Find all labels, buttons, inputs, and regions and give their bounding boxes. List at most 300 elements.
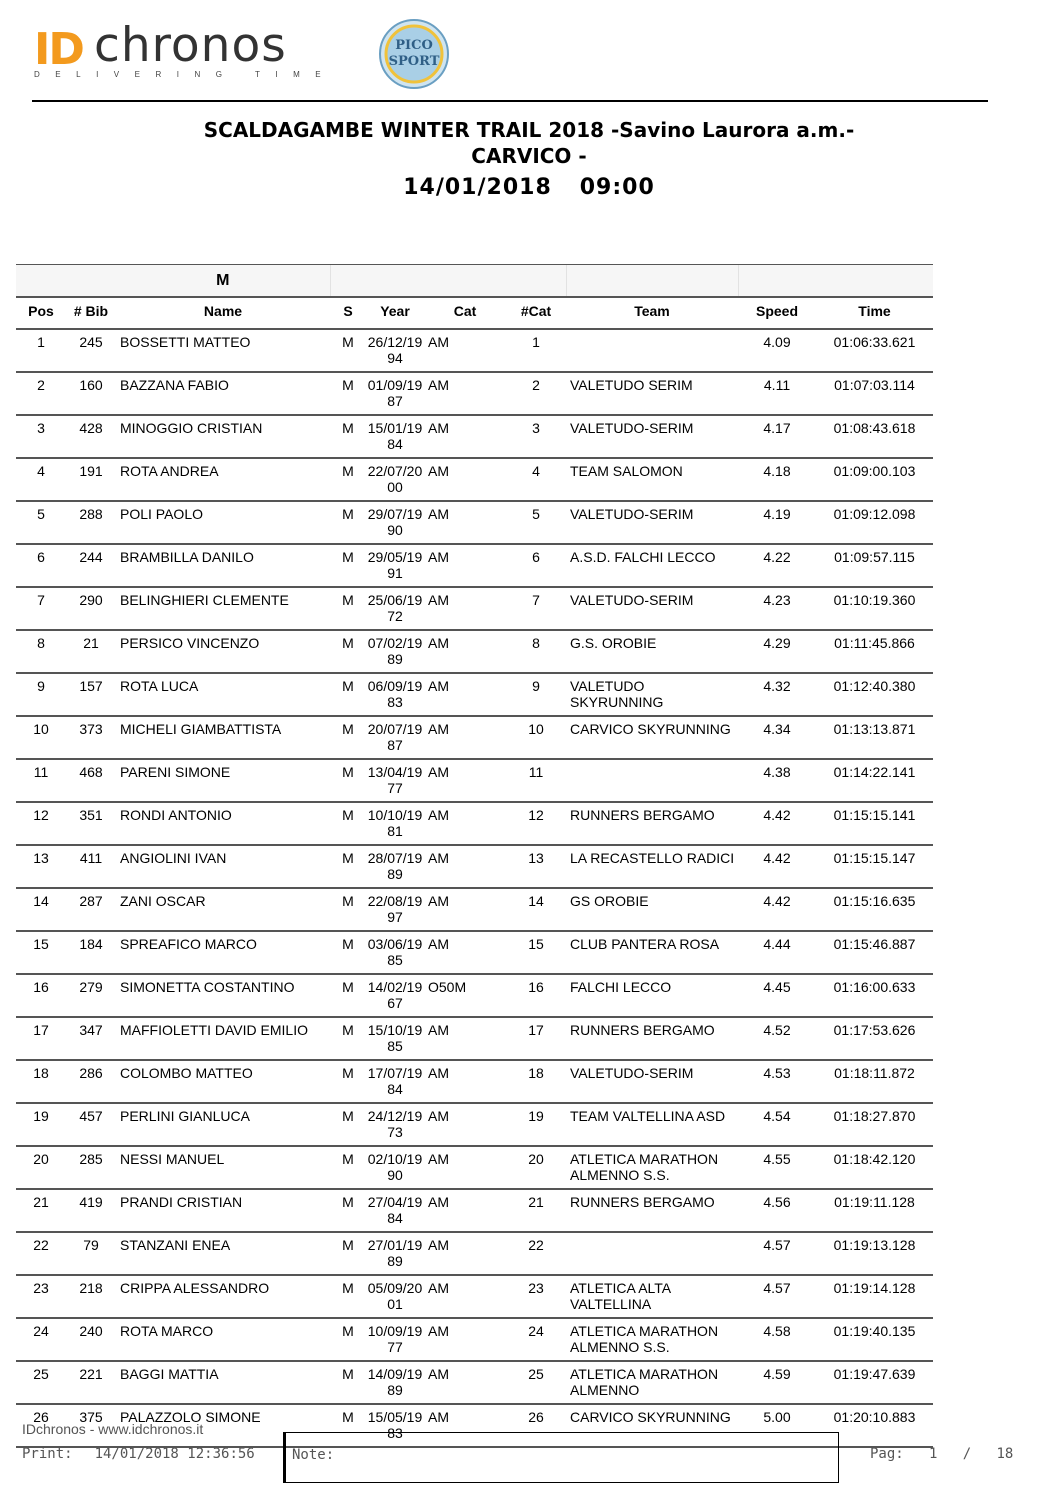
cell-sex: M xyxy=(330,888,366,931)
cell-year xyxy=(366,501,424,544)
cell-team: TEAM VALTELLINA ASD xyxy=(566,1103,738,1146)
cell-bib: 468 xyxy=(66,759,116,802)
birth-date: 05/09/2001 xyxy=(367,1280,423,1312)
cell-name: ZANI OSCAR xyxy=(116,888,330,931)
cell-pos: 7 xyxy=(16,587,66,630)
cell-pos: 21 xyxy=(16,1189,66,1232)
cell-time: 01:18:11.872 xyxy=(816,1060,933,1103)
cell-cat-pos: 12 xyxy=(506,802,566,845)
page-current: 1 xyxy=(929,1446,938,1462)
birth-date: 14/02/1967 xyxy=(367,979,423,1011)
cell-pos: 18 xyxy=(16,1060,66,1103)
cell-speed: 4.19 xyxy=(738,501,816,544)
cell-year xyxy=(366,673,424,716)
table-row xyxy=(16,458,933,501)
cell-name: RONDI ANTONIO xyxy=(116,802,330,845)
cell-name: POLI PAOLO xyxy=(116,501,330,544)
birth-date: 17/07/1984 xyxy=(367,1065,423,1097)
cell-team: LA RECASTELLO RADICI xyxy=(566,845,738,888)
cell-time: 01:18:42.120 xyxy=(816,1146,933,1189)
cell-pos: 12 xyxy=(16,802,66,845)
cell-year xyxy=(366,587,424,630)
cell-cat: AM xyxy=(424,544,506,587)
cell-speed: 4.38 xyxy=(738,759,816,802)
sponsor-text-2: SPORT xyxy=(388,54,440,69)
cell-name: BOSSETTI MATTEO xyxy=(116,329,330,372)
page-counter xyxy=(870,1446,1013,1462)
cell-time: 01:19:47.639 xyxy=(816,1361,933,1404)
cell-cat-pos: 13 xyxy=(506,845,566,888)
cell-cat: AM xyxy=(424,1275,506,1318)
page-label: Pag: xyxy=(870,1446,904,1462)
logo-id-mark: ID xyxy=(34,24,83,75)
cell-pos: 15 xyxy=(16,931,66,974)
cell-bib: 285 xyxy=(66,1146,116,1189)
birth-date: 27/04/1984 xyxy=(367,1194,423,1226)
birth-date: 29/05/1991 xyxy=(367,549,423,581)
cell-year xyxy=(366,372,424,415)
cell-pos: 6 xyxy=(16,544,66,587)
table-row xyxy=(16,1103,933,1146)
cell-year xyxy=(366,415,424,458)
page-separator: / xyxy=(962,1446,972,1462)
cell-speed: 4.42 xyxy=(738,802,816,845)
cell-team: RUNNERS BERGAMO xyxy=(566,1017,738,1060)
cell-team: CLUB PANTERA ROSA xyxy=(566,931,738,974)
table-row xyxy=(16,888,933,931)
cell-cat: AM xyxy=(424,888,506,931)
cell-cat-pos: 15 xyxy=(506,931,566,974)
cell-speed: 4.23 xyxy=(738,587,816,630)
cell-sex: M xyxy=(330,1275,366,1318)
cell-pos: 11 xyxy=(16,759,66,802)
table-row xyxy=(16,845,933,888)
cell-speed: 4.54 xyxy=(738,1103,816,1146)
cell-year xyxy=(366,845,424,888)
cell-sex: M xyxy=(330,1146,366,1189)
cell-cat: AM xyxy=(424,1361,506,1404)
cell-speed: 4.42 xyxy=(738,845,816,888)
col-cat: Cat xyxy=(424,297,506,329)
cell-time: 01:19:14.128 xyxy=(816,1275,933,1318)
event-time: 09:00 xyxy=(579,175,655,200)
col-time: Time xyxy=(816,297,933,329)
cell-year xyxy=(366,1017,424,1060)
birth-date: 13/04/1977 xyxy=(367,764,423,796)
cell-year xyxy=(366,1060,424,1103)
cell-pos: 22 xyxy=(16,1232,66,1275)
table-row xyxy=(16,587,933,630)
cell-sex: M xyxy=(330,759,366,802)
cell-name: PERSICO VINCENZO xyxy=(116,630,330,673)
table-row xyxy=(16,802,933,845)
birth-date: 22/08/1997 xyxy=(367,893,423,925)
cell-name: PARENI SIMONE xyxy=(116,759,330,802)
cell-pos: 4 xyxy=(16,458,66,501)
cell-team: CARVICO SKYRUNNING xyxy=(566,1404,738,1447)
cell-pos: 16 xyxy=(16,974,66,1017)
cell-cat-pos: 19 xyxy=(506,1103,566,1146)
cell-speed: 4.22 xyxy=(738,544,816,587)
category-header-row xyxy=(16,265,933,298)
cell-year xyxy=(366,1275,424,1318)
cell-cat-pos: 4 xyxy=(506,458,566,501)
cell-pos: 3 xyxy=(16,415,66,458)
cell-speed: 4.44 xyxy=(738,931,816,974)
cell-bib: 191 xyxy=(66,458,116,501)
cell-bib: 157 xyxy=(66,673,116,716)
cell-year xyxy=(366,544,424,587)
cell-team xyxy=(566,759,738,802)
table-row xyxy=(16,1361,933,1404)
table-row xyxy=(16,1189,933,1232)
birth-date: 29/07/1990 xyxy=(367,506,423,538)
cell-speed: 5.00 xyxy=(738,1404,816,1447)
cell-team: VALETUDO-SERIM xyxy=(566,415,738,458)
col-name: Name xyxy=(116,297,330,329)
cell-cat: AM xyxy=(424,845,506,888)
cell-time: 01:19:13.128 xyxy=(816,1232,933,1275)
cell-bib: 240 xyxy=(66,1318,116,1361)
cell-speed: 4.11 xyxy=(738,372,816,415)
cell-time: 01:15:15.141 xyxy=(816,802,933,845)
cell-year xyxy=(366,1103,424,1146)
table-row xyxy=(16,501,933,544)
cell-cat-pos: 7 xyxy=(506,587,566,630)
cell-pos: 1 xyxy=(16,329,66,372)
cell-pos: 19 xyxy=(16,1103,66,1146)
cell-team: G.S. OROBIE xyxy=(566,630,738,673)
cell-team: VALETUDO-SERIM xyxy=(566,501,738,544)
cell-bib: 184 xyxy=(66,931,116,974)
cell-bib: 244 xyxy=(66,544,116,587)
cell-bib: 21 xyxy=(66,630,116,673)
cell-speed: 4.32 xyxy=(738,673,816,716)
cell-time: 01:19:40.135 xyxy=(816,1318,933,1361)
cell-sex: M xyxy=(330,802,366,845)
event-location: CARVICO - xyxy=(471,144,587,168)
col-team: Team xyxy=(566,297,738,329)
cell-cat: AM xyxy=(424,329,506,372)
cell-cat: AM xyxy=(424,501,506,544)
cell-time: 01:14:22.141 xyxy=(816,759,933,802)
idchronos-logo xyxy=(34,18,337,82)
cell-sex: M xyxy=(330,1404,366,1447)
cell-sex: M xyxy=(330,501,366,544)
cell-pos: 5 xyxy=(16,501,66,544)
cell-name: ANGIOLINI IVAN xyxy=(116,845,330,888)
birth-date: 01/09/1987 xyxy=(367,377,423,409)
cell-cat: AM xyxy=(424,673,506,716)
cell-sex: M xyxy=(330,1318,366,1361)
cell-bib: 218 xyxy=(66,1275,116,1318)
cell-team: VALETUDO SKYRUNNING xyxy=(566,673,738,716)
cell-sex: M xyxy=(330,845,366,888)
col-pos: Pos xyxy=(16,297,66,329)
cell-pos: 25 xyxy=(16,1361,66,1404)
cell-name: MINOGGIO CRISTIAN xyxy=(116,415,330,458)
cell-team: VALETUDO-SERIM xyxy=(566,1060,738,1103)
cell-speed: 4.45 xyxy=(738,974,816,1017)
cell-cat-pos: 25 xyxy=(506,1361,566,1404)
cell-bib: 411 xyxy=(66,845,116,888)
cell-name: STANZANI ENEA xyxy=(116,1232,330,1275)
cell-sex: M xyxy=(330,1189,366,1232)
cell-team: A.S.D. FALCHI LECCO xyxy=(566,544,738,587)
cell-cat-pos: 16 xyxy=(506,974,566,1017)
print-timestamp: 14/01/2018 12:36:56 xyxy=(94,1446,255,1462)
cell-speed: 4.56 xyxy=(738,1189,816,1232)
footer-site: IDchronos - www.idchronos.it xyxy=(22,1421,204,1437)
col-sex: S xyxy=(330,297,366,329)
note-box xyxy=(283,1432,839,1483)
cell-speed: 4.09 xyxy=(738,329,816,372)
birth-date: 02/10/1990 xyxy=(367,1151,423,1183)
birth-date: 10/10/1981 xyxy=(367,807,423,839)
cell-bib: 245 xyxy=(66,329,116,372)
cell-cat: AM xyxy=(424,1232,506,1275)
birth-date: 03/06/1985 xyxy=(367,936,423,968)
cell-cat-pos: 8 xyxy=(506,630,566,673)
table-row xyxy=(16,544,933,587)
cell-name: MAFFIOLETTI DAVID EMILIO xyxy=(116,1017,330,1060)
cell-sex: M xyxy=(330,974,366,1017)
cell-pos: 2 xyxy=(16,372,66,415)
cell-cat: AM xyxy=(424,458,506,501)
logo-wordmark: chronos xyxy=(94,18,287,73)
cell-name: MICHELI GIAMBATTISTA xyxy=(116,716,330,759)
cell-year xyxy=(366,1189,424,1232)
cell-team: TEAM SALOMON xyxy=(566,458,738,501)
table-row xyxy=(16,1017,933,1060)
cell-bib: 375 xyxy=(66,1404,116,1447)
cell-bib: 286 xyxy=(66,1060,116,1103)
birth-date: 22/07/2000 xyxy=(367,463,423,495)
cell-time: 01:07:03.114 xyxy=(816,372,933,415)
cell-bib: 287 xyxy=(66,888,116,931)
cell-cat-pos: 24 xyxy=(506,1318,566,1361)
cell-cat: O50M xyxy=(424,974,506,1017)
cell-year xyxy=(366,630,424,673)
cell-time: 01:16:00.633 xyxy=(816,974,933,1017)
cell-cat: AM xyxy=(424,1017,506,1060)
footer-print xyxy=(22,1446,255,1462)
table-row xyxy=(16,673,933,716)
cell-time: 01:12:40.380 xyxy=(816,673,933,716)
cell-year xyxy=(366,1361,424,1404)
birth-date: 14/09/1989 xyxy=(367,1366,423,1398)
cell-cat-pos: 1 xyxy=(506,329,566,372)
page-total: 18 xyxy=(996,1446,1014,1462)
cell-team: ATLETICA MARATHON ALMENNO S.S. xyxy=(566,1146,738,1189)
cell-time: 01:20:10.883 xyxy=(816,1404,933,1447)
cell-year xyxy=(366,458,424,501)
cell-year xyxy=(366,1146,424,1189)
table-row xyxy=(16,1146,933,1189)
cell-speed: 4.34 xyxy=(738,716,816,759)
cell-sex: M xyxy=(330,1060,366,1103)
cell-pos: 14 xyxy=(16,888,66,931)
cell-name: PALAZZOLO SIMONE xyxy=(116,1404,330,1447)
cell-team: ATLETICA MARATHON ALMENNO S.S. xyxy=(566,1318,738,1361)
col-year: Year xyxy=(366,297,424,329)
cell-time: 01:09:57.115 xyxy=(816,544,933,587)
col-cat-pos: #Cat xyxy=(506,297,566,329)
cell-bib: 221 xyxy=(66,1361,116,1404)
birth-date: 28/07/1989 xyxy=(367,850,423,882)
cell-time: 01:06:33.621 xyxy=(816,329,933,372)
cell-team: CARVICO SKYRUNNING xyxy=(566,716,738,759)
cell-year xyxy=(366,931,424,974)
cell-speed: 4.42 xyxy=(738,888,816,931)
cell-bib: 79 xyxy=(66,1232,116,1275)
cell-bib: 351 xyxy=(66,802,116,845)
print-label: Print: xyxy=(22,1446,73,1462)
cell-sex: M xyxy=(330,1361,366,1404)
cell-speed: 4.58 xyxy=(738,1318,816,1361)
cell-bib: 373 xyxy=(66,716,116,759)
cell-cat-pos: 11 xyxy=(506,759,566,802)
table-row xyxy=(16,1275,933,1318)
cell-year xyxy=(366,329,424,372)
cell-cat-pos: 3 xyxy=(506,415,566,458)
cell-time: 01:11:45.866 xyxy=(816,630,933,673)
table-row xyxy=(16,716,933,759)
col-bib: # Bib xyxy=(66,297,116,329)
cell-cat: AM xyxy=(424,587,506,630)
cell-pos: 26 xyxy=(16,1404,66,1447)
cell-cat-pos: 2 xyxy=(506,372,566,415)
cell-year xyxy=(366,759,424,802)
cell-time: 01:19:11.128 xyxy=(816,1189,933,1232)
cell-cat: AM xyxy=(424,372,506,415)
cell-cat: AM xyxy=(424,630,506,673)
table-row xyxy=(16,415,933,458)
cell-bib: 160 xyxy=(66,372,116,415)
cell-cat-pos: 17 xyxy=(506,1017,566,1060)
cell-bib: 428 xyxy=(66,415,116,458)
cell-sex: M xyxy=(330,329,366,372)
cell-sex: M xyxy=(330,1017,366,1060)
cell-sex: M xyxy=(330,458,366,501)
cell-pos: 8 xyxy=(16,630,66,673)
cell-cat: AM xyxy=(424,802,506,845)
cell-time: 01:13:13.871 xyxy=(816,716,933,759)
cell-speed: 4.57 xyxy=(738,1275,816,1318)
cell-sex: M xyxy=(330,587,366,630)
cell-speed: 4.52 xyxy=(738,1017,816,1060)
cell-pos: 10 xyxy=(16,716,66,759)
cell-name: BAGGI MATTIA xyxy=(116,1361,330,1404)
category-label: M xyxy=(116,265,330,298)
cell-name: SPREAFICO MARCO xyxy=(116,931,330,974)
cell-sex: M xyxy=(330,716,366,759)
cell-team: ATLETICA ALTA VALTELLINA xyxy=(566,1275,738,1318)
cell-cat: AM xyxy=(424,415,506,458)
cell-time: 01:15:15.147 xyxy=(816,845,933,888)
table-row xyxy=(16,974,933,1017)
cell-cat-pos: 18 xyxy=(506,1060,566,1103)
cell-cat-pos: 22 xyxy=(506,1232,566,1275)
event-title: SCALDAGAMBE WINTER TRAIL 2018 -Savino Laurora a.m.- xyxy=(203,118,855,142)
cell-team: VALETUDO SERIM xyxy=(566,372,738,415)
cell-speed: 4.57 xyxy=(738,1232,816,1275)
cell-time: 01:15:16.635 xyxy=(816,888,933,931)
cell-year xyxy=(366,1318,424,1361)
results-table xyxy=(16,264,933,1448)
cell-cat: AM xyxy=(424,1103,506,1146)
cell-sex: M xyxy=(330,630,366,673)
cell-pos: 20 xyxy=(16,1146,66,1189)
cell-cat: AM xyxy=(424,931,506,974)
birth-date: 25/06/1972 xyxy=(367,592,423,624)
cell-cat: AM xyxy=(424,1146,506,1189)
cell-time: 01:15:46.887 xyxy=(816,931,933,974)
pico-sport-logo xyxy=(377,17,451,91)
cell-cat: AM xyxy=(424,716,506,759)
cell-team: FALCHI LECCO xyxy=(566,974,738,1017)
cell-cat-pos: 10 xyxy=(506,716,566,759)
table-row xyxy=(16,329,933,372)
cell-cat: AM xyxy=(424,1318,506,1361)
birth-date: 06/09/1983 xyxy=(367,678,423,710)
cell-pos: 17 xyxy=(16,1017,66,1060)
event-datetime xyxy=(0,175,1058,201)
cell-bib: 288 xyxy=(66,501,116,544)
cell-sex: M xyxy=(330,931,366,974)
cell-cat-pos: 5 xyxy=(506,501,566,544)
cell-sex: M xyxy=(330,673,366,716)
cell-speed: 4.18 xyxy=(738,458,816,501)
table-row xyxy=(16,372,933,415)
cell-name: ROTA ANDREA xyxy=(116,458,330,501)
cell-cat: AM xyxy=(424,1189,506,1232)
cell-bib: 419 xyxy=(66,1189,116,1232)
cell-year xyxy=(366,1232,424,1275)
cell-cat-pos: 26 xyxy=(506,1404,566,1447)
cell-bib: 279 xyxy=(66,974,116,1017)
cell-speed: 4.29 xyxy=(738,630,816,673)
cell-sex: M xyxy=(330,544,366,587)
cell-name: ROTA MARCO xyxy=(116,1318,330,1361)
cell-cat-pos: 20 xyxy=(506,1146,566,1189)
cell-cat-pos: 6 xyxy=(506,544,566,587)
cell-team xyxy=(566,1232,738,1275)
cell-name: PRANDI CRISTIAN xyxy=(116,1189,330,1232)
cell-cat-pos: 21 xyxy=(506,1189,566,1232)
cell-name: SIMONETTA COSTANTINO xyxy=(116,974,330,1017)
column-header-row xyxy=(16,297,933,329)
cell-speed: 4.53 xyxy=(738,1060,816,1103)
cell-cat-pos: 14 xyxy=(506,888,566,931)
cell-cat: AM xyxy=(424,759,506,802)
birth-date: 27/01/1989 xyxy=(367,1237,423,1269)
table-row xyxy=(16,759,933,802)
birth-date: 26/12/1994 xyxy=(367,334,423,366)
table-row xyxy=(16,1318,933,1361)
birth-date: 07/02/1989 xyxy=(367,635,423,667)
cell-cat-pos: 23 xyxy=(506,1275,566,1318)
cell-time: 01:09:00.103 xyxy=(816,458,933,501)
cell-team: ATLETICA MARATHON ALMENNO xyxy=(566,1361,738,1404)
birth-date: 15/05/1983 xyxy=(367,1409,423,1441)
cell-name: ROTA LUCA xyxy=(116,673,330,716)
col-speed: Speed xyxy=(738,297,816,329)
cell-bib: 457 xyxy=(66,1103,116,1146)
cell-speed: 4.17 xyxy=(738,415,816,458)
cell-year xyxy=(366,888,424,931)
cell-pos: 24 xyxy=(16,1318,66,1361)
